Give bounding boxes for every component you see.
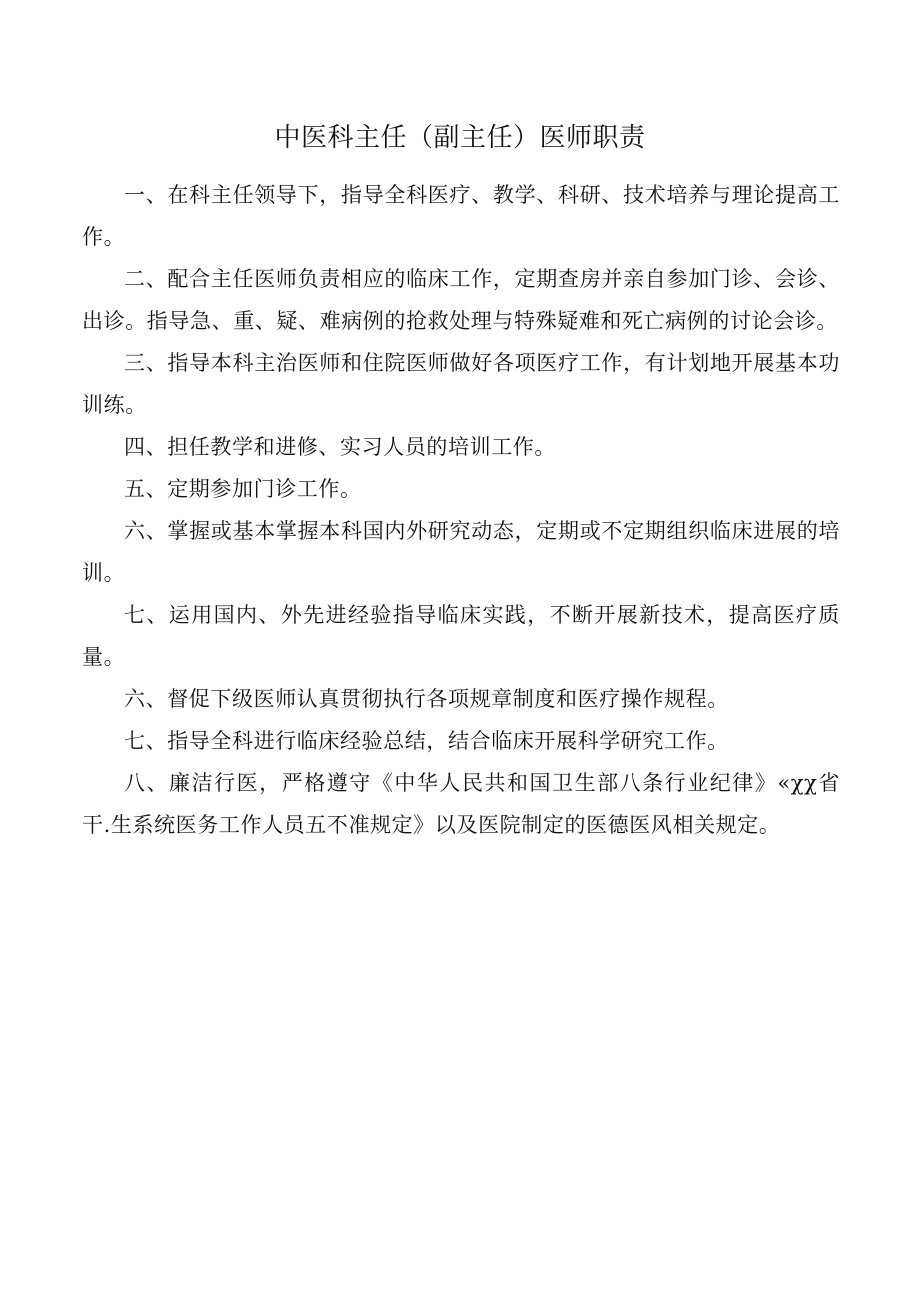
paragraph-6: 六、掌握或基本掌握本科国内外研究动态，定期或不定期组织临床进展的培训。 [82,519,840,585]
paragraph-7: 七、运用国内、外先进经验指导临床实践，不断开展新技术，提高医疗质量。 [82,603,840,669]
paragraph-9: 七、指导全科进行临床经验总结，结合临床开展科学研究工作。 [124,729,729,753]
paragraph-2: 二、配合主任医师负责相应的临床工作，定期查房并亲自参加门诊、会诊、出诊。指导急、重、疑、难病例的抢救处理与特殊疑难和死亡病例的讨论会诊。 [82,267,840,333]
paragraph-4: 四、担任教学和进修、实习人员的培训工作。 [124,435,556,459]
paragraph-3: 三、指导本科主治医师和住院医师做好各项医疗工作，有计划地开展基本功训练。 [82,351,840,417]
paragraph-10: 八、廉洁行医，严格遵守《中华人民共和国卫生部八条行业纪律》«χχ省干.生系统医务工作人员五不准规定》以及医院制定的医德医风相关规定。 [82,771,840,837]
paragraph-1: 一、在科主任领导下，指导全科医疗、教学、科研、技术培养与理论提高工作。 [82,183,840,249]
document-body [82,174,840,846]
paragraph-5: 五、定期参加门诊工作。 [124,477,362,501]
document-title: 中医科主任（副主任）医师职责 [274,123,646,153]
paragraph-8: 六、督促下级医师认真贯彻执行各项规章制度和医疗操作规程。 [124,687,729,711]
